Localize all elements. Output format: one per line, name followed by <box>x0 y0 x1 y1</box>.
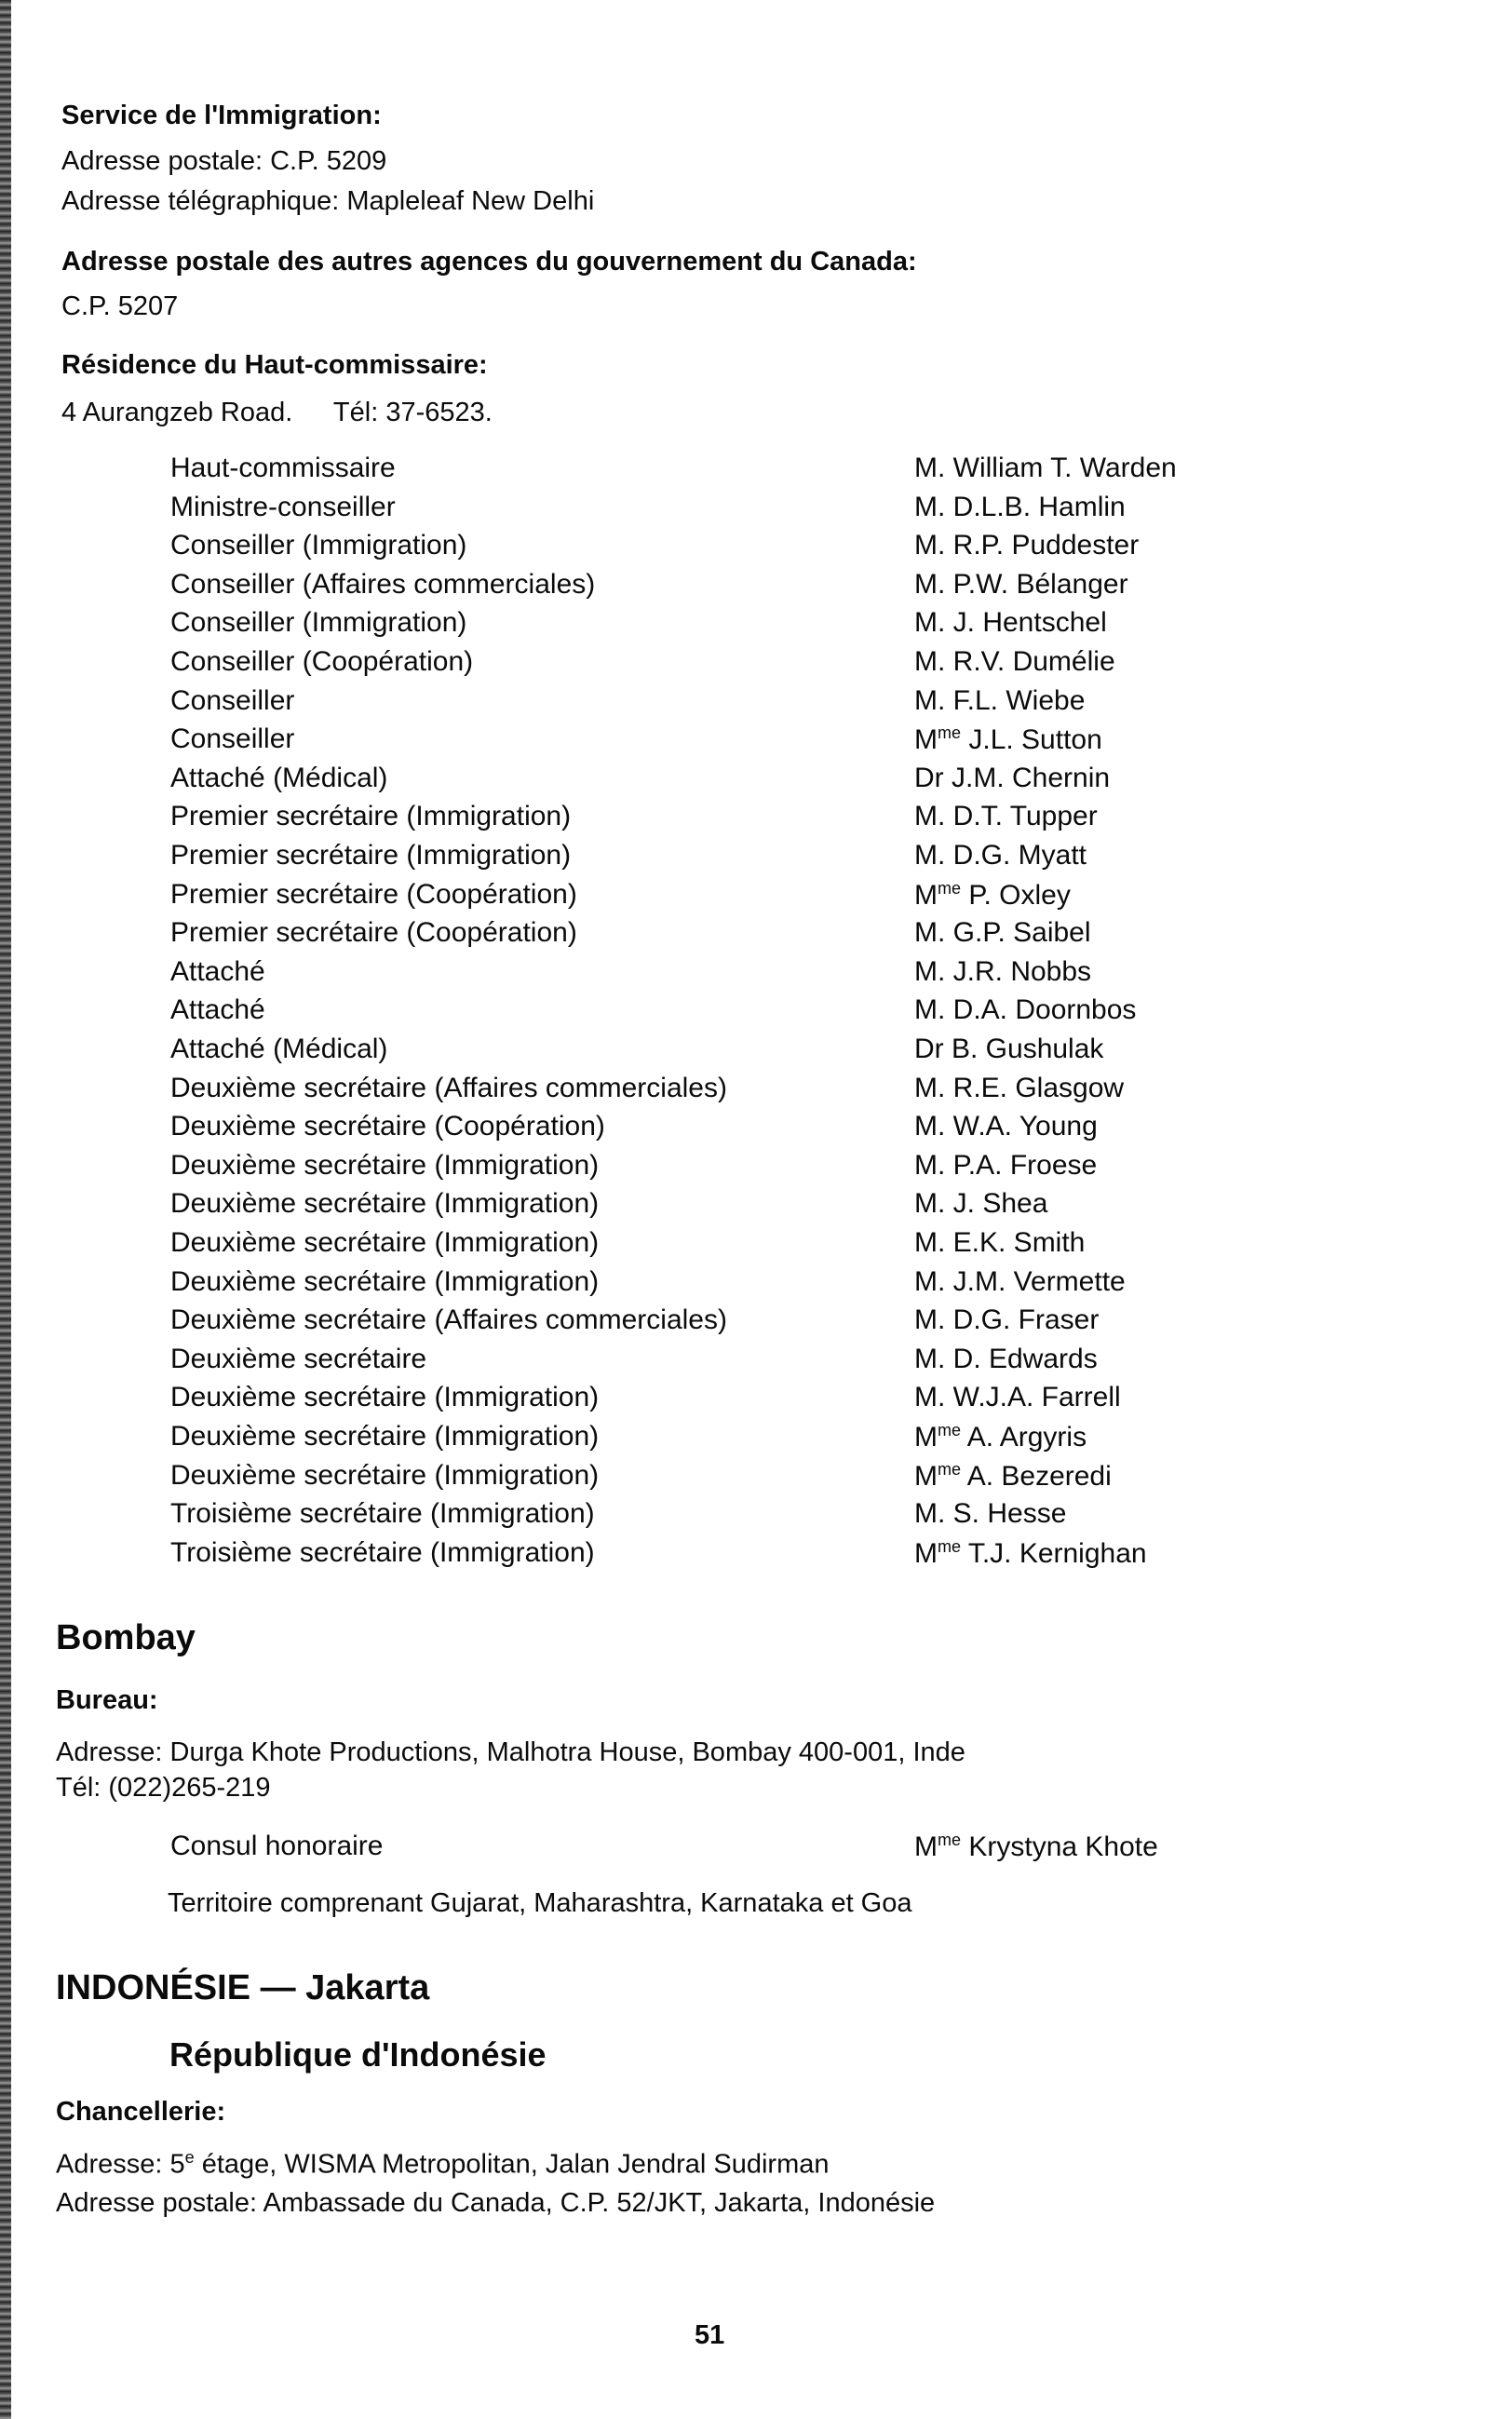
staff-name-line <box>914 1188 1047 1220</box>
staff-name: M. R.P. Puddester <box>914 530 1140 561</box>
staff-name: M. D. Edwards <box>914 1343 1098 1374</box>
staff-name-line <box>914 994 1136 1026</box>
consul-name: Krystyna Khote <box>968 1831 1158 1862</box>
staff-position: Attaché (Médical) <box>170 1034 388 1064</box>
staff-position: Attaché (Médical) <box>170 762 388 793</box>
staff-honorific: me <box>938 1421 962 1439</box>
page-number: 51 <box>695 2320 725 2350</box>
staff-row <box>0 994 1512 1032</box>
staff-row <box>0 1073 1512 1110</box>
staff-position: Premier secrétaire (Immigration) <box>170 840 572 871</box>
staff-row <box>0 1304 1512 1342</box>
staff-name-line <box>914 1073 1124 1104</box>
staff-name: M. R.V. Dumélie <box>914 646 1115 677</box>
staff-position: Conseiller (Coopération) <box>170 646 474 677</box>
staff-position: Conseiller <box>170 684 295 716</box>
staff-position: Conseiller <box>170 723 295 755</box>
consul-position: Consul honoraire <box>170 1831 384 1861</box>
staff-position: Premier secrétaire (Coopération) <box>170 878 577 910</box>
staff-name-line <box>914 801 1098 832</box>
staff-name: M. D.A. Doornbos <box>914 994 1137 1026</box>
chancery-address <box>56 2148 830 2181</box>
bombay-territory: Territoire comprenant Gujarat, Maharashtra, Karnataka et Goa <box>168 1888 912 1918</box>
staff-row <box>0 1382 1512 1419</box>
staff-position: Troisième secrétaire (Immigration) <box>170 1498 595 1530</box>
staff-row <box>0 1150 1512 1187</box>
staff-name: A. Bezeredi <box>966 1460 1112 1492</box>
staff-position: Deuxième secrétaire (Immigration) <box>170 1149 600 1181</box>
staff-name-line: $M^{me}$ T.J. Kernighan <box>914 1536 1147 1569</box>
residence-address: 4 Aurangzeb Road. <box>61 398 293 427</box>
staff-name-line <box>914 1304 1099 1336</box>
staff-position: Deuxième secrétaire (Immigration) <box>170 1227 600 1258</box>
staff-name-line <box>914 840 1087 872</box>
bombay-address: Adresse: Durga Khote Productions, Malhotra House, Bombay 400-001, Inde <box>56 1737 965 1767</box>
staff-name-line: $M^{me}$ A. Bezeredi <box>914 1459 1112 1492</box>
staff-name: M. G.P. Saibel <box>914 917 1091 949</box>
staff-honorific: me <box>938 1459 962 1479</box>
staff-position: Conseiller (Immigration) <box>170 607 467 639</box>
staff-honorific: me <box>938 878 962 898</box>
staff-honorific: me <box>938 723 962 743</box>
staff-position: Premier secrétaire (Immigration) <box>170 801 572 832</box>
staff-row <box>0 453 1512 490</box>
staff-row <box>0 685 1512 723</box>
bombay-office-heading: Bureau: <box>56 1685 158 1715</box>
immigration-telegraph: Adresse télégraphique: Mapleleaf New Delhi <box>61 186 595 216</box>
staff-honorific: me <box>938 1536 962 1556</box>
staff-position: Deuxième secrétaire (Affaires commerciales) <box>170 1304 727 1336</box>
staff-name: T.J. Kernighan <box>967 1537 1147 1569</box>
staff-position: Attaché <box>170 955 265 987</box>
staff-name: P. Oxley <box>968 879 1071 911</box>
staff-position: Deuxième secrétaire <box>170 1343 427 1374</box>
staff-row <box>0 530 1512 567</box>
staff-name: M. William T. Warden <box>914 453 1177 483</box>
chancery-address-sup: e <box>184 2148 195 2167</box>
staff-row <box>0 1111 1512 1148</box>
staff-name: M. P.A. Froese <box>914 1149 1098 1181</box>
staff-row <box>0 1188 1512 1225</box>
staff-row <box>0 1344 1512 1381</box>
staff-name: M. E.K. Smith <box>914 1227 1086 1258</box>
staff-name: M. W.A. Young <box>914 1111 1098 1142</box>
staff-position: Deuxième secrétaire (Immigration) <box>170 1188 600 1220</box>
staff-name: M. J.M. Vermette <box>914 1265 1126 1297</box>
staff-position: Conseiller (Affaires commerciales) <box>170 568 596 600</box>
staff-position: Troisième secrétaire (Immigration) <box>170 1536 595 1568</box>
staff-row <box>0 646 1512 683</box>
staff-name-line <box>914 1034 1103 1065</box>
staff-name-line <box>914 646 1115 678</box>
chancery-address-rest: étage, WISMA Metropolitan, Jalan Jendral Sudirman <box>194 2149 830 2180</box>
staff-name: M. D.T. Tupper <box>914 801 1098 832</box>
immigration-heading: Service de l'Immigration: <box>61 101 382 130</box>
staff-name: M. P.W. Bélanger <box>914 568 1128 600</box>
staff-name-line <box>914 492 1126 523</box>
staff-name-line: $M^{me}$ P. Oxley <box>914 878 1071 911</box>
chancery-postal: Adresse postale: Ambassade du Canada, C.P. 52/JKT, Jakarta, Indonésie <box>56 2188 936 2218</box>
residence-heading: Résidence du Haut-commissaire: <box>61 350 488 380</box>
staff-row <box>0 917 1512 954</box>
staff-row <box>0 840 1512 877</box>
staff-name: M. S. Hesse <box>914 1498 1067 1530</box>
staff-row <box>0 763 1512 800</box>
staff-name-line <box>914 1227 1085 1259</box>
staff-position: Deuxième secrétaire (Affaires commerciales) <box>170 1072 727 1103</box>
staff-name-line: $M^{me}$ A. Argyris <box>914 1421 1087 1453</box>
staff-name-line <box>914 530 1139 561</box>
staff-row <box>0 569 1512 606</box>
staff-row <box>0 607 1512 644</box>
other-agencies-box: C.P. 5207 <box>61 291 179 321</box>
staff-position: Deuxième secrétaire (Coopération) <box>170 1111 605 1142</box>
staff-name-line <box>914 917 1091 949</box>
staff-name: M. W.J.A. Farrell <box>914 1382 1121 1413</box>
staff-position: Attaché <box>170 994 265 1026</box>
staff-row <box>0 801 1512 838</box>
staff-name: M. D.G. Fraser <box>914 1304 1100 1336</box>
staff-position: Ministre-conseiller <box>170 491 396 522</box>
staff-row <box>0 492 1512 529</box>
staff-name: M. R.E. Glasgow <box>914 1072 1125 1103</box>
chancery-heading: Chancellerie: <box>56 2097 226 2127</box>
staff-position: Conseiller (Immigration) <box>170 530 467 561</box>
other-agencies-heading: Adresse postale des autres agences du gouvernement du Canada: <box>61 247 917 277</box>
staff-name-line <box>914 1150 1097 1182</box>
chancery-address-prefix: Adresse: 5 <box>56 2149 185 2180</box>
staff-name: A. Argyris <box>966 1422 1087 1453</box>
indonesia-republic: République d'Indonésie <box>169 2035 547 2074</box>
staff-name: M. J. Shea <box>914 1188 1048 1220</box>
staff-position: Premier secrétaire (Coopération) <box>170 917 577 949</box>
staff-row <box>0 1460 1512 1497</box>
staff-name: M. J.R. Nobbs <box>914 955 1092 987</box>
staff-name: M. F.L. Wiebe <box>914 684 1086 716</box>
staff-row <box>0 1537 1512 1574</box>
staff-name: M. D.L.B. Hamlin <box>914 491 1126 522</box>
indonesia-heading: INDONÉSIE — Jakarta <box>56 1968 430 2007</box>
staff-row <box>0 1421 1512 1458</box>
consul-honorific: me <box>938 1831 962 1849</box>
staff-row <box>0 956 1512 993</box>
staff-name-line <box>914 1498 1066 1530</box>
staff-row <box>0 723 1512 761</box>
residence-line <box>61 398 493 428</box>
staff-position: Deuxième secrétaire (Immigration) <box>170 1382 600 1413</box>
staff-row <box>0 1227 1512 1264</box>
staff-name-line <box>914 607 1107 639</box>
staff-name-line <box>914 763 1110 794</box>
staff-name-line <box>914 685 1085 717</box>
staff-position: Deuxième secrétaire (Immigration) <box>170 1265 600 1297</box>
staff-name-line <box>914 956 1091 988</box>
staff-row <box>0 879 1512 916</box>
staff-name: Dr B. Gushulak <box>914 1034 1104 1064</box>
staff-row <box>0 1266 1512 1304</box>
staff-name: J.L. Sutton <box>968 724 1102 756</box>
staff-name-line <box>914 1111 1098 1142</box>
residence-tel: Tél: 37-6523. <box>332 398 493 427</box>
consul-name-line: $M^{me}$ Krystyna Khote <box>914 1831 1158 1862</box>
staff-position: Deuxième secrétaire (Immigration) <box>170 1421 600 1452</box>
staff-row <box>0 1498 1512 1535</box>
staff-name-line <box>914 453 1177 484</box>
staff-name-line <box>914 569 1128 601</box>
staff-name: M. D.G. Myatt <box>914 840 1087 871</box>
staff-name-line: $M^{me}$ J.L. Sutton <box>914 723 1102 756</box>
immigration-postal: Adresse postale: C.P. 5209 <box>61 146 387 176</box>
staff-name: Dr J.M. Chernin <box>914 762 1111 793</box>
staff-name: M. J. Hentschel <box>914 607 1107 639</box>
staff-name-line <box>914 1266 1126 1298</box>
staff-name-line <box>914 1382 1121 1413</box>
bombay-tel: Tél: (022)265-219 <box>56 1773 271 1803</box>
staff-position: Deuxième secrétaire (Immigration) <box>170 1459 600 1491</box>
bombay-consul-row <box>0 1831 1512 1868</box>
staff-position: Haut-commissaire <box>170 453 396 483</box>
staff-row <box>0 1034 1512 1071</box>
bombay-heading: Bombay <box>56 1618 196 1657</box>
staff-name-line <box>914 1344 1098 1375</box>
